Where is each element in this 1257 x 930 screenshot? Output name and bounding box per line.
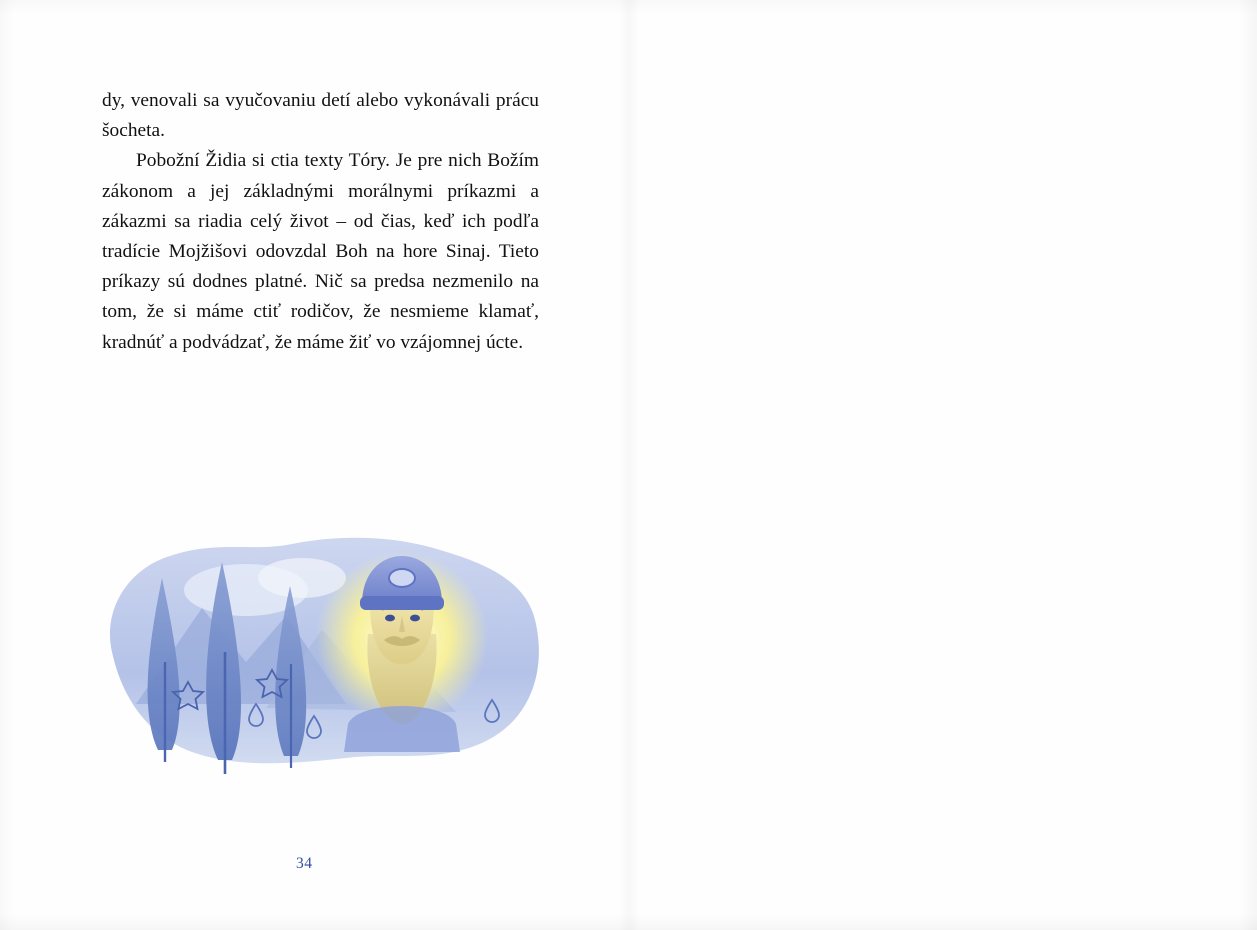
left-paragraph-2: Pobožní Židia si ctia texty Tóry. Je pre nich Božím zákonom a jej základnými morálnymi príkazmi a zákazmi sa riadia celý život – od čias, keď ich podľa tradície Mojžišovi odovzdal Boh na hore Sinaj. Tieto príkazy sú dodnes platné. Nič sa predsa nezmenilo na tom, že si máme ctiť rodičov, že nesmieme klamať, kradnúť a podvádzať, že máme žiť vo vzájomnej úcte. <box>102 150 539 353</box>
page-number-left: 34 <box>296 855 313 872</box>
left-paragraph-1: dy, venovali sa vyučovaniu detí alebo vykonávali prácu šocheta. <box>102 90 539 142</box>
rabbi-with-trees-watercolour <box>96 512 551 792</box>
right-page <box>628 0 1257 930</box>
left-page <box>0 0 628 930</box>
left-page-text-column <box>102 86 539 358</box>
